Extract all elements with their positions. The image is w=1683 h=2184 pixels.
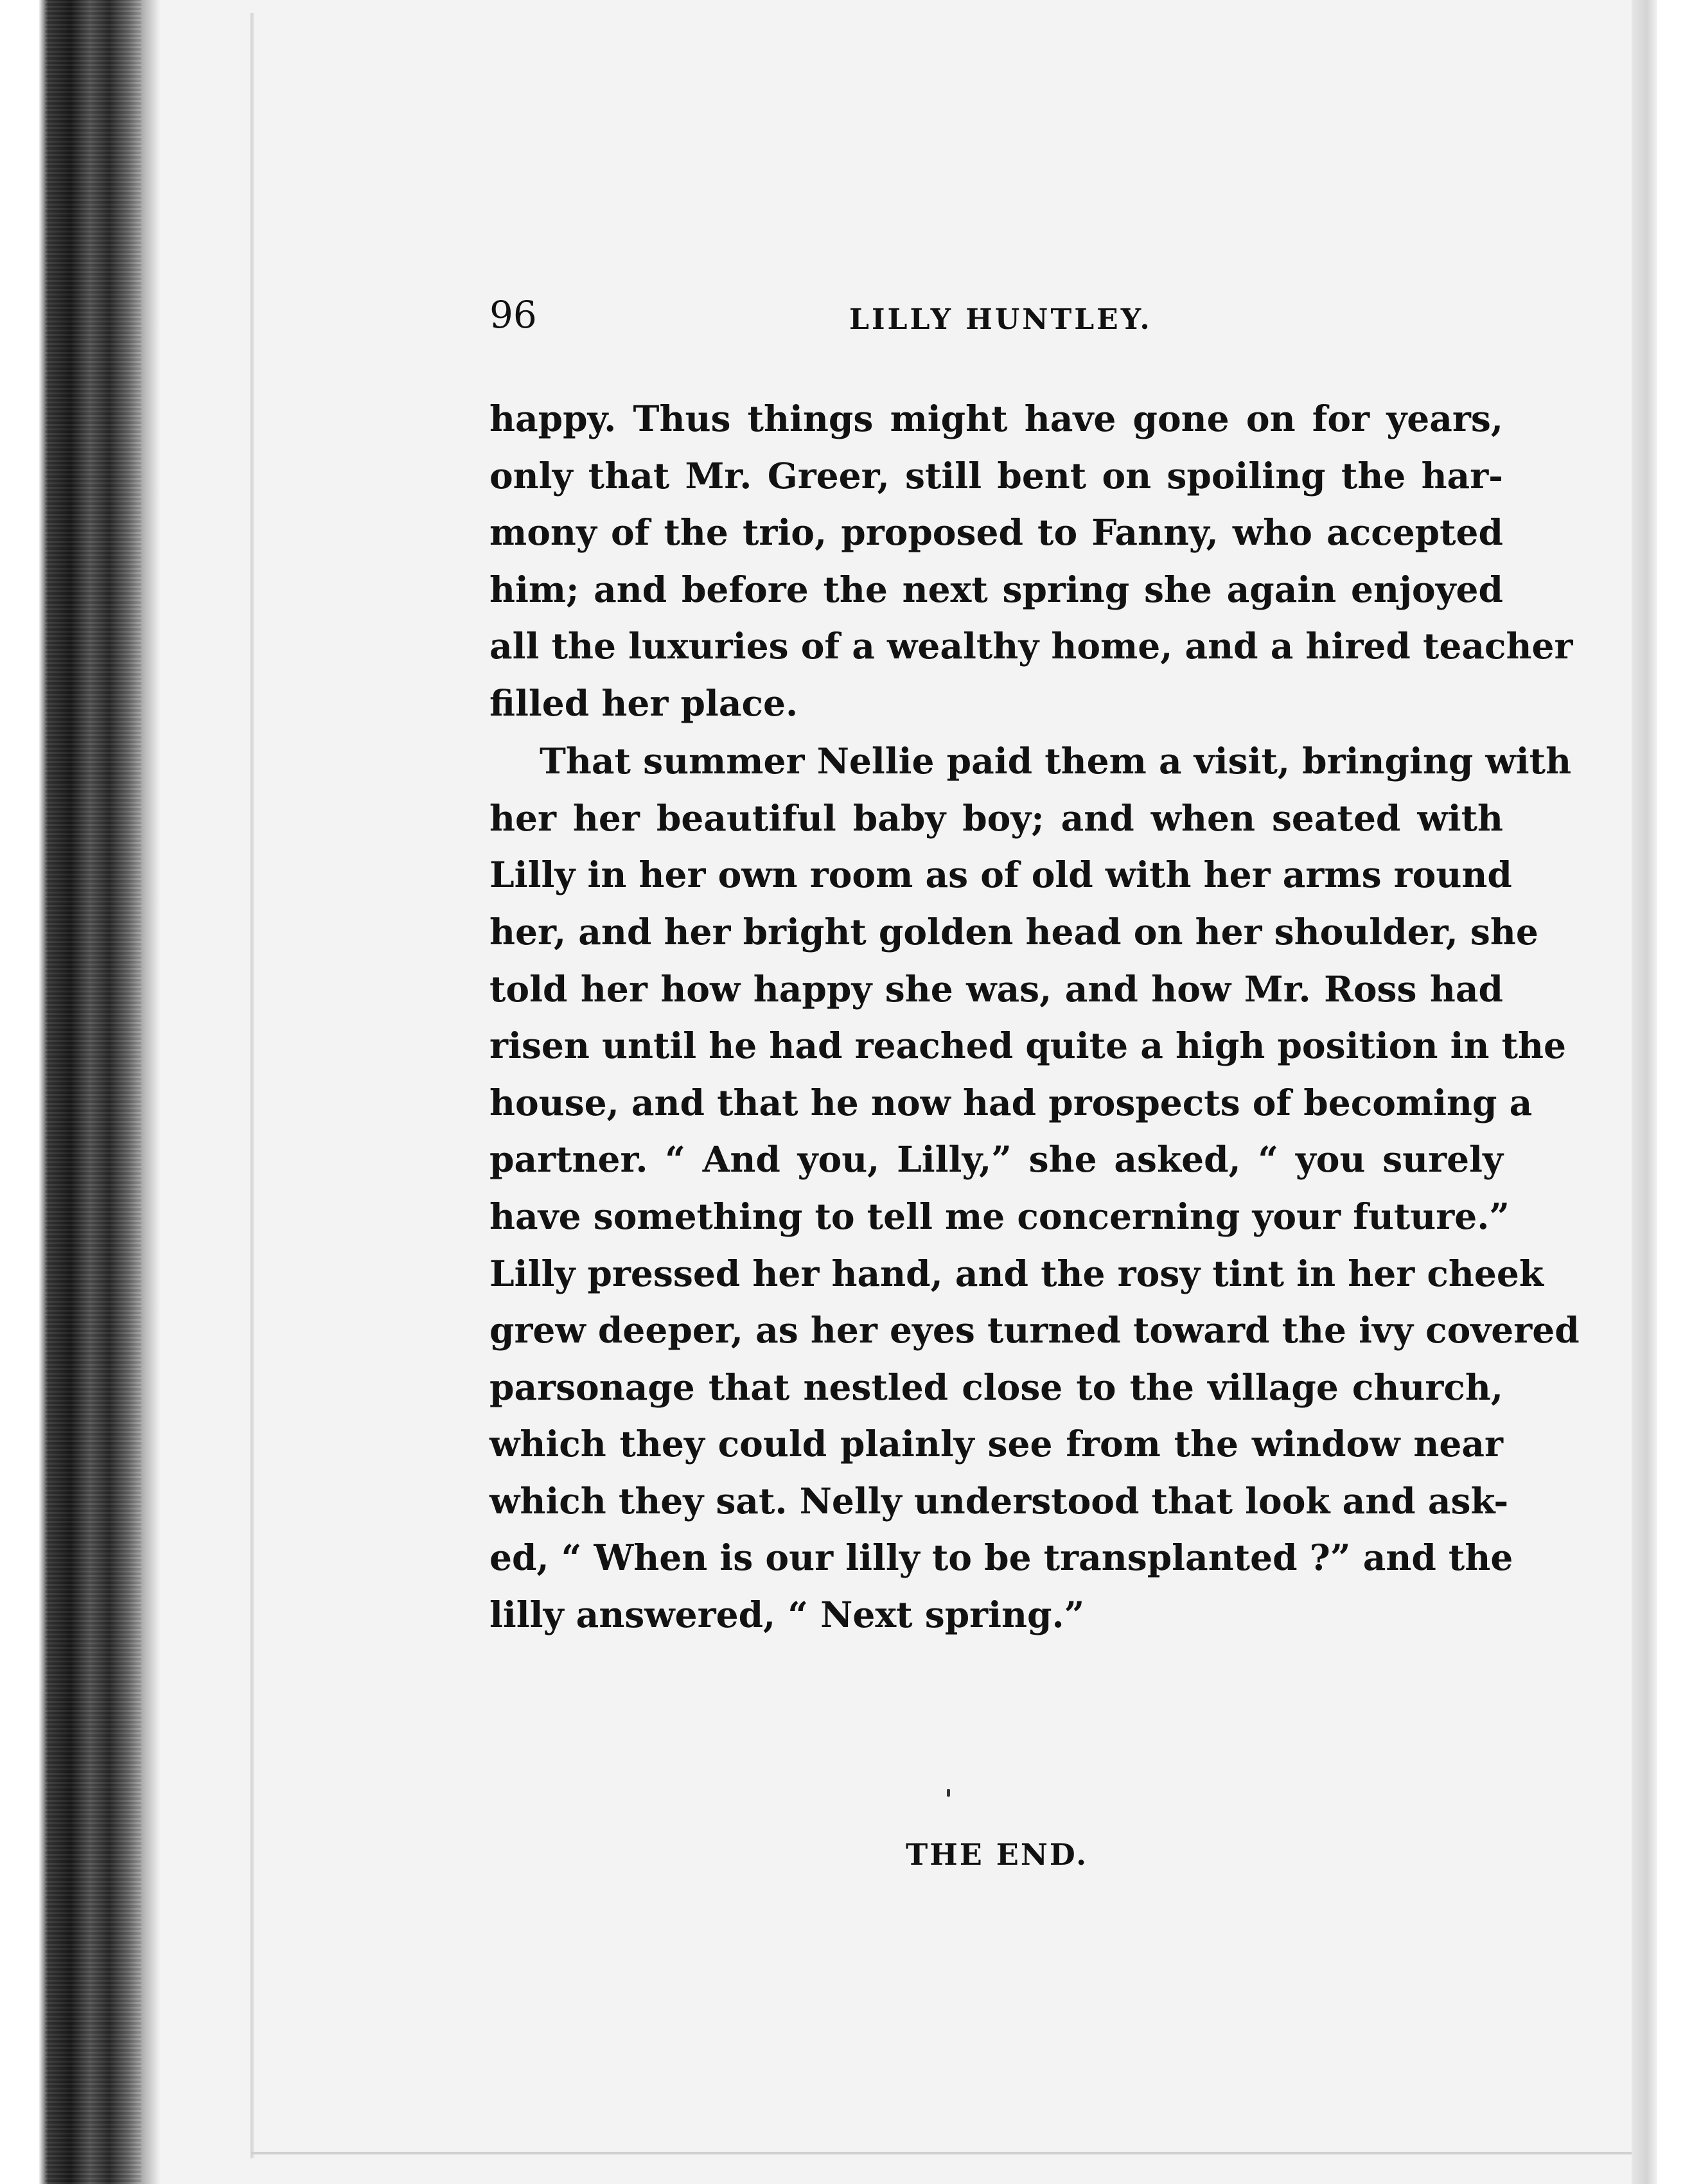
text-line: have something to tell me concerning your future.” xyxy=(489,1195,1510,1237)
text-line: lilly answered, “ Next spring.” xyxy=(489,1594,1085,1636)
text-line: told her how happy she was, and how Mr. Ross had xyxy=(489,967,1503,1010)
page-edge-bottom xyxy=(251,2152,1657,2154)
text-line: which they sat. Nelly understood that look and ask- xyxy=(489,1479,1509,1522)
body-text xyxy=(489,391,1580,1644)
text-line: only that Mr. Greer, still bent on spoiling the har- xyxy=(489,454,1503,497)
text-line: which they could plainly see from the window near xyxy=(489,1423,1503,1465)
text-line: him; and before the next spring she again enjoyed xyxy=(489,568,1503,610)
text-line: Lilly pressed her hand, and the rosy tint in her cheek xyxy=(489,1252,1544,1294)
ink-speck xyxy=(947,1789,950,1797)
text-line: her her beautiful baby boy; and when seated with xyxy=(489,797,1503,839)
paragraph xyxy=(489,733,1580,1644)
page-header xyxy=(489,289,1503,340)
text-line: parsonage that nestled close to the village church, xyxy=(489,1366,1503,1408)
the-end-label: THE END. xyxy=(906,1837,1089,1872)
text-line: ed, “ When is our lilly to be transplanted ?” and the xyxy=(489,1537,1513,1579)
text-line: risen until he had reached quite a high position in the xyxy=(489,1025,1566,1067)
text-line: happy. Thus things might have gone on for years, xyxy=(489,398,1503,439)
page-edge-left xyxy=(251,13,254,2158)
text-line: mony of the trio, proposed to Fanny, who accepted xyxy=(489,511,1503,554)
paragraph xyxy=(489,391,1573,732)
text-line: all the luxuries of a wealthy home, and a hired teacher xyxy=(489,625,1573,667)
text-line: filled her place. xyxy=(489,682,798,724)
running-head: LILLY HUNTLEY. xyxy=(849,303,1152,336)
text-line: house, and that he now had prospects of becoming a xyxy=(489,1081,1533,1123)
text-line: Lilly in her own room as of old with her arms round xyxy=(489,854,1512,896)
text-line: That summer Nellie paid them a visit, bringing with xyxy=(540,740,1572,782)
text-line: her, and her bright golden head on her shoulder, she xyxy=(489,910,1538,953)
book-binding xyxy=(0,0,161,2184)
text-line: grew deeper, as her eyes turned toward the ivy covered xyxy=(489,1309,1580,1352)
scan-margin-right xyxy=(1657,0,1683,2184)
text-line: partner. “ And you, Lilly,” she asked, “ you surely xyxy=(489,1138,1503,1181)
page-edge-right xyxy=(1632,0,1657,2184)
page-number: 96 xyxy=(489,293,537,337)
